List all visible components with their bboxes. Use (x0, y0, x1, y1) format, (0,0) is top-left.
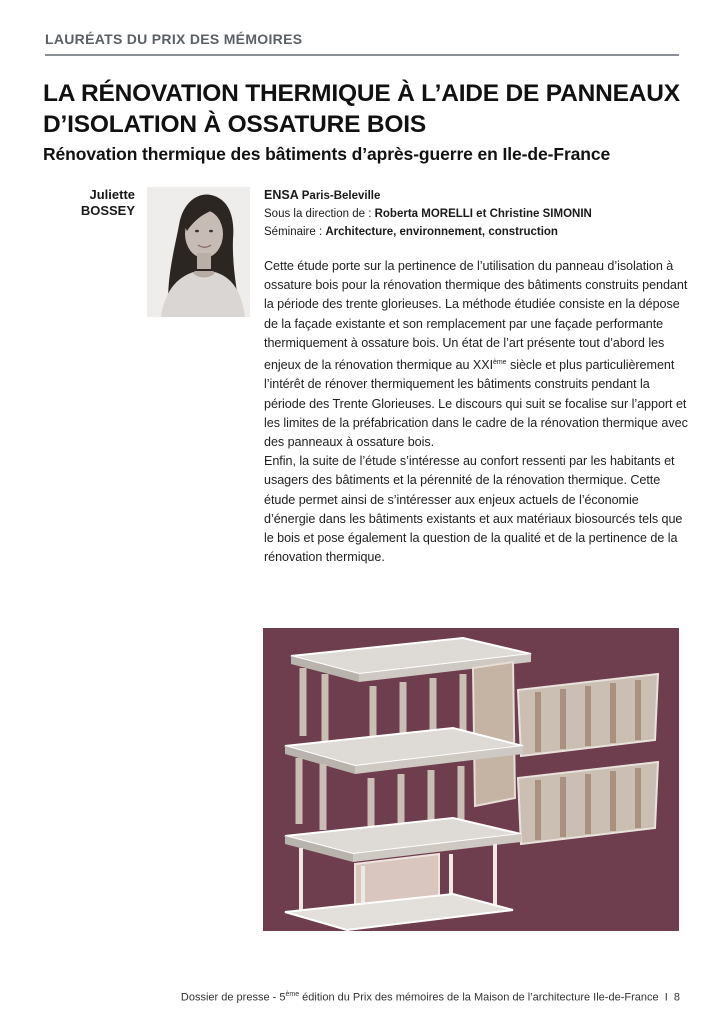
author-portrait (147, 187, 250, 317)
school-line (264, 186, 592, 205)
author-first-name: Juliette (89, 187, 135, 202)
footer-sup: ème (285, 991, 300, 998)
direction-label: Sous la direction de : (264, 208, 375, 220)
title-line-2: D’ISOLATION À OSSATURE BOIS (43, 111, 426, 138)
abstract-paragraph-1 (264, 257, 689, 452)
footer-separator: I (658, 991, 674, 1004)
abstract-p1-end: siècle et plus particulièrement l’intérêt de rénover thermiquement les bâtiments construits pendant la période des Trente Glorieuses. Le discours qui suit se focalise sur l’apport et les limites de la préfabrication dans le cadre de la rénovation thermique avec des panneaux à ossature bois. (264, 358, 688, 450)
abstract-paragraph-2: Enfin, la suite de l’étude s’intéresse au confort ressenti par les habitants et usagers des bâtiments et la pérennité de la rénovation thermique. Cette étude permet ainsi de s’intéresser aux enjeux actuels de l’économie d’énergie dans les bâtiments existants et aux matériaux biosourcés tels que le bois et pose également la question de la qualité et de la pertinence de la rénovation thermique. (264, 454, 683, 565)
seminar-line (264, 223, 592, 241)
footer-part-1: Dossier de presse - 5 (180, 991, 286, 1004)
school-name: ENSA (264, 188, 299, 202)
title-line-1: LA RÉNOVATION THERMIQUE À L’AIDE DE PANNEAUX (43, 80, 680, 107)
section-divider (45, 54, 679, 56)
section-label: LAURÉATS DU PRIX DES MÉMOIRES (45, 31, 303, 47)
page-footer (181, 991, 680, 1004)
direction-line (264, 205, 592, 223)
seminar-label: Séminaire : (264, 226, 326, 238)
author-last-name: BOSSEY (80, 203, 135, 218)
seminar-name: Architecture, environnement, construction (325, 226, 558, 238)
project-info (264, 186, 592, 241)
page-subtitle: Rénovation thermique des bâtiments d’après-guerre en Ile-de-France (43, 144, 611, 164)
abstract-p1-start: Cette étude porte sur la pertinence de l’utilisation du panneau d’isolation à ossature bois pour la rénovation thermique des bâtiments construits pendant la période des trente glorieuses. La méthode étudiée consiste en la dépose de la façade existante et son remplacement par une façade performante thermiquement à ossature bois. Un état de l’art présente tout d’abord les enjeux de la rénovation thermique au XXI (264, 259, 688, 373)
page-title (43, 78, 683, 140)
school-city: Paris-Beleville (301, 190, 381, 202)
page-number: 8 (673, 991, 680, 1004)
axonometric-drawing (263, 628, 679, 931)
author-name (60, 187, 135, 219)
abstract-p1-sup: ème (493, 359, 507, 367)
direction-names: Roberta MORELLI et Christine SIMONIN (374, 208, 592, 220)
footer-part-2: édition du Prix des mémoires de la Maison de l’architecture Ile-de-France (299, 991, 659, 1004)
abstract-text (264, 257, 689, 567)
